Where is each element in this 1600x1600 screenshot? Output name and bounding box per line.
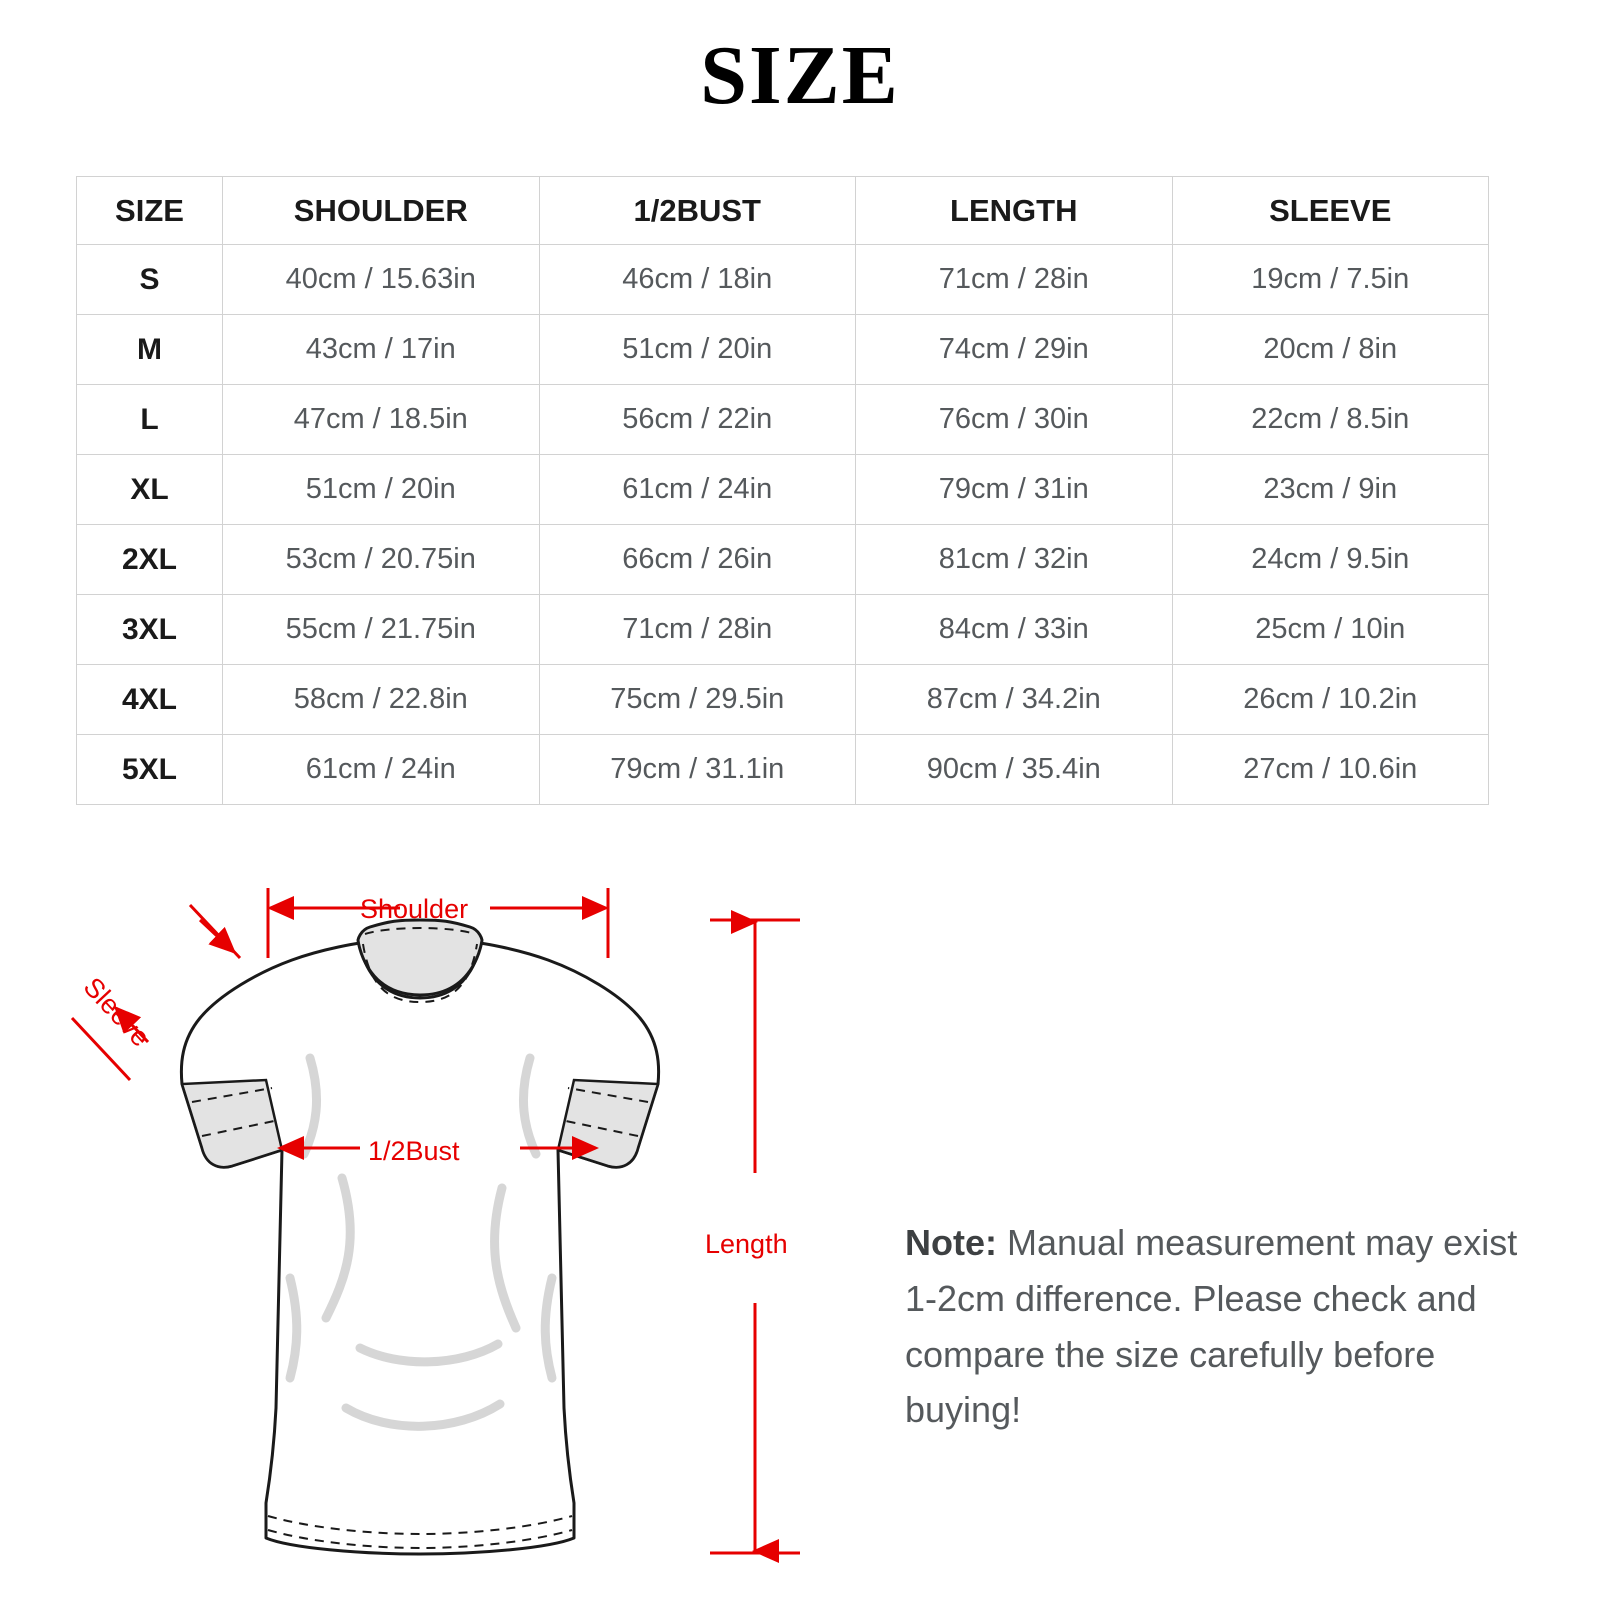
cell-length: 71cm / 28in — [856, 245, 1173, 315]
cell-sleeve: 27cm / 10.6in — [1172, 735, 1489, 805]
sleeve-label: Sleeve — [77, 971, 156, 1053]
table-row — [77, 245, 1489, 315]
cell-shoulder: 47cm / 18.5in — [223, 385, 540, 455]
table-row — [77, 315, 1489, 385]
cell-sleeve: 22cm / 8.5in — [1172, 385, 1489, 455]
cell-shoulder: 61cm / 24in — [223, 735, 540, 805]
cell-shoulder: 53cm / 20.75in — [223, 525, 540, 595]
cell-half-bust: 79cm / 31.1in — [539, 735, 856, 805]
cell-shoulder: 55cm / 21.75in — [223, 595, 540, 665]
column-header-size: SIZE — [77, 177, 223, 245]
cell-sleeve: 24cm / 9.5in — [1172, 525, 1489, 595]
cell-shoulder: 43cm / 17in — [223, 315, 540, 385]
column-header-half-bust: 1/2BUST — [539, 177, 856, 245]
cell-length: 87cm / 34.2in — [856, 665, 1173, 735]
column-header-shoulder: SHOULDER — [223, 177, 540, 245]
cell-sleeve: 25cm / 10in — [1172, 595, 1489, 665]
cell-shoulder: 40cm / 15.63in — [223, 245, 540, 315]
cell-half-bust: 46cm / 18in — [539, 245, 856, 315]
cell-length: 90cm / 35.4in — [856, 735, 1173, 805]
cell-size: L — [77, 385, 223, 455]
cell-half-bust: 61cm / 24in — [539, 455, 856, 525]
cell-length: 81cm / 32in — [856, 525, 1173, 595]
cell-half-bust: 75cm / 29.5in — [539, 665, 856, 735]
cell-shoulder: 58cm / 22.8in — [223, 665, 540, 735]
cell-size: 4XL — [77, 665, 223, 735]
cell-half-bust: 51cm / 20in — [539, 315, 856, 385]
cell-length: 79cm / 31in — [856, 455, 1173, 525]
table-row — [77, 595, 1489, 665]
note-body: Manual measurement may exist 1-2cm difference. Please check and compare the size carefully before buying! — [905, 1222, 1518, 1431]
length-dimension — [700, 908, 920, 1568]
cell-half-bust: 56cm / 22in — [539, 385, 856, 455]
table-header-row — [77, 177, 1489, 245]
cell-length: 84cm / 33in — [856, 595, 1173, 665]
note-text — [905, 1215, 1550, 1438]
cell-size: 2XL — [77, 525, 223, 595]
length-label: Length — [705, 1229, 788, 1259]
shoulder-label: Shoulder — [360, 894, 469, 924]
column-header-sleeve: SLEEVE — [1172, 177, 1489, 245]
cell-sleeve: 19cm / 7.5in — [1172, 245, 1489, 315]
cell-length: 74cm / 29in — [856, 315, 1173, 385]
cell-sleeve: 20cm / 8in — [1172, 315, 1489, 385]
table-row — [77, 665, 1489, 735]
cell-size: XL — [77, 455, 223, 525]
cell-length: 76cm / 30in — [856, 385, 1173, 455]
cell-size: S — [77, 245, 223, 315]
half-bust-label: 1/2Bust — [368, 1136, 460, 1166]
note-prefix: Note: — [905, 1222, 997, 1263]
cell-size: M — [77, 315, 223, 385]
size-chart-table — [76, 176, 1489, 805]
shirt-right-cuff — [558, 1080, 658, 1167]
cell-sleeve: 26cm / 10.2in — [1172, 665, 1489, 735]
shirt-body-outline — [181, 943, 658, 1554]
cell-size: 3XL — [77, 595, 223, 665]
cell-shoulder: 51cm / 20in — [223, 455, 540, 525]
table-row — [77, 525, 1489, 595]
cell-half-bust: 71cm / 28in — [539, 595, 856, 665]
table-row — [77, 455, 1489, 525]
cell-sleeve: 23cm / 9in — [1172, 455, 1489, 525]
cell-half-bust: 66cm / 26in — [539, 525, 856, 595]
column-header-length: LENGTH — [856, 177, 1173, 245]
table-row — [77, 385, 1489, 455]
page-title: SIZE — [700, 29, 900, 122]
table-row — [77, 735, 1489, 805]
shirt-left-cuff — [182, 1080, 282, 1167]
cell-size: 5XL — [77, 735, 223, 805]
